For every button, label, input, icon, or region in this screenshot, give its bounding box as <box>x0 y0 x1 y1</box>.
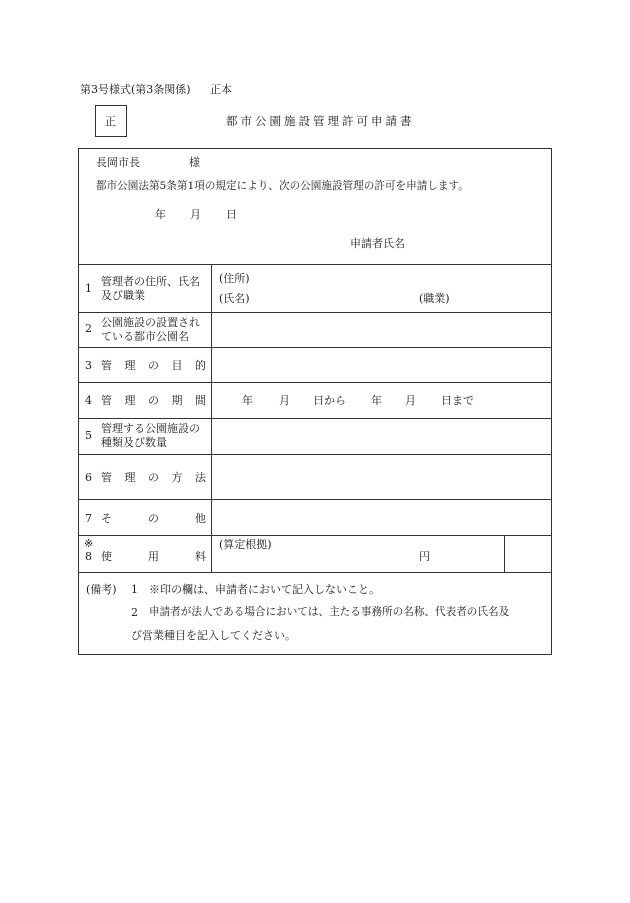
label-char: の <box>148 512 159 525</box>
label-char: 他 <box>195 512 206 525</box>
label-char: 管 <box>101 394 112 407</box>
row-label <box>101 360 206 371</box>
fee-currency-label: 円 <box>419 550 430 563</box>
row-number: 8 <box>85 550 92 563</box>
fee-basis-label: (算定根拠) <box>219 538 272 551</box>
row-number: 3 <box>85 359 92 372</box>
addressee: 長岡市長 <box>96 156 140 169</box>
rule-row4-bottom <box>78 418 552 419</box>
row-label: ている都市公園名 <box>101 330 189 343</box>
application-statement: 都市公園法第5条第1項の規定により、次の公園施設管理の許可を申請します。 <box>96 180 469 192</box>
not-applicant-mark: ※ <box>84 537 94 550</box>
fee-divider <box>504 535 505 572</box>
row-label: 公園施設の設置され <box>101 316 200 329</box>
page-title: 都市公園施設管理許可申請書 <box>226 114 415 128</box>
label-char: 使 <box>101 550 112 563</box>
rule-row5-bottom <box>78 454 552 455</box>
note-text: ※印の欄は、申請者において記入しないこと。 <box>149 583 380 596</box>
label-char: 料 <box>195 550 206 563</box>
column-divider <box>211 264 212 572</box>
date-day: 日 <box>226 208 237 221</box>
rule-intro-bottom <box>78 264 552 265</box>
name-field-label: (氏名) <box>219 292 250 305</box>
rule-row3-bottom <box>78 382 552 383</box>
rule-row7-bottom <box>78 535 552 536</box>
notes-heading: (備考) <box>86 583 117 596</box>
row-label <box>101 513 206 524</box>
period-end-month: 月 <box>405 394 416 407</box>
period-start-year: 年 <box>242 394 253 407</box>
label-char: 期 <box>171 394 183 407</box>
label-char: 理 <box>124 359 136 372</box>
row-number: 7 <box>85 512 92 525</box>
row-label: 管理者の住所、氏名 <box>101 275 200 288</box>
label-char: 目 <box>171 359 183 372</box>
rule-row6-bottom <box>78 499 552 500</box>
address-field-label: (住所) <box>219 272 250 285</box>
rule-row2-bottom <box>78 347 552 348</box>
row-label: 管理する公園施設の <box>101 422 200 435</box>
row-label: 及び職業 <box>101 289 145 302</box>
label-char: 用 <box>148 550 159 563</box>
note-number: 2 <box>131 606 138 619</box>
label-char: 間 <box>195 394 206 407</box>
row-label <box>101 551 206 562</box>
date-month: 月 <box>190 208 201 221</box>
row-number: 4 <box>85 394 92 407</box>
date-year: 年 <box>155 208 166 221</box>
label-char: 管 <box>101 359 112 372</box>
note-number: 1 <box>131 583 138 596</box>
note-text: 申請者が法人である場合においては、主たる事務所の名称、代表者の氏名及 <box>149 606 510 618</box>
period-start-day: 日から <box>313 394 346 407</box>
label-char: の <box>148 471 159 484</box>
label-char: 理 <box>124 394 136 407</box>
row-label <box>101 472 206 483</box>
label-char: そ <box>101 512 112 525</box>
label-char: の <box>148 394 159 407</box>
period-end-year: 年 <box>371 394 382 407</box>
note-text-continued: び営業種目を記入してください。 <box>131 629 296 642</box>
period-end-day: 日まで <box>441 394 474 407</box>
row-label: 種類及び数量 <box>101 436 167 449</box>
applicant-name-label: 申請者氏名 <box>350 237 405 250</box>
row-number: 1 <box>85 282 92 295</box>
copy-type: 正本 <box>210 83 232 96</box>
row-number: 2 <box>85 322 92 335</box>
original-stamp-label: 正 <box>105 115 116 128</box>
row-number: 6 <box>85 471 92 484</box>
addressee-honorific: 様 <box>189 156 200 169</box>
row-label <box>101 395 206 406</box>
row-number: 5 <box>85 429 92 442</box>
label-char: 管 <box>101 471 112 484</box>
label-char: 理 <box>124 471 136 484</box>
period-start-month: 月 <box>279 394 290 407</box>
label-char: 方 <box>171 471 183 484</box>
form-number: 第3号様式(第3条関係) <box>80 83 191 96</box>
label-char: の <box>148 359 159 372</box>
occupation-field-label: (職業) <box>419 292 450 305</box>
label-char: 的 <box>195 359 206 372</box>
rule-row8-bottom <box>78 572 552 573</box>
rule-row1-bottom <box>78 312 552 313</box>
label-char: 法 <box>195 471 206 484</box>
